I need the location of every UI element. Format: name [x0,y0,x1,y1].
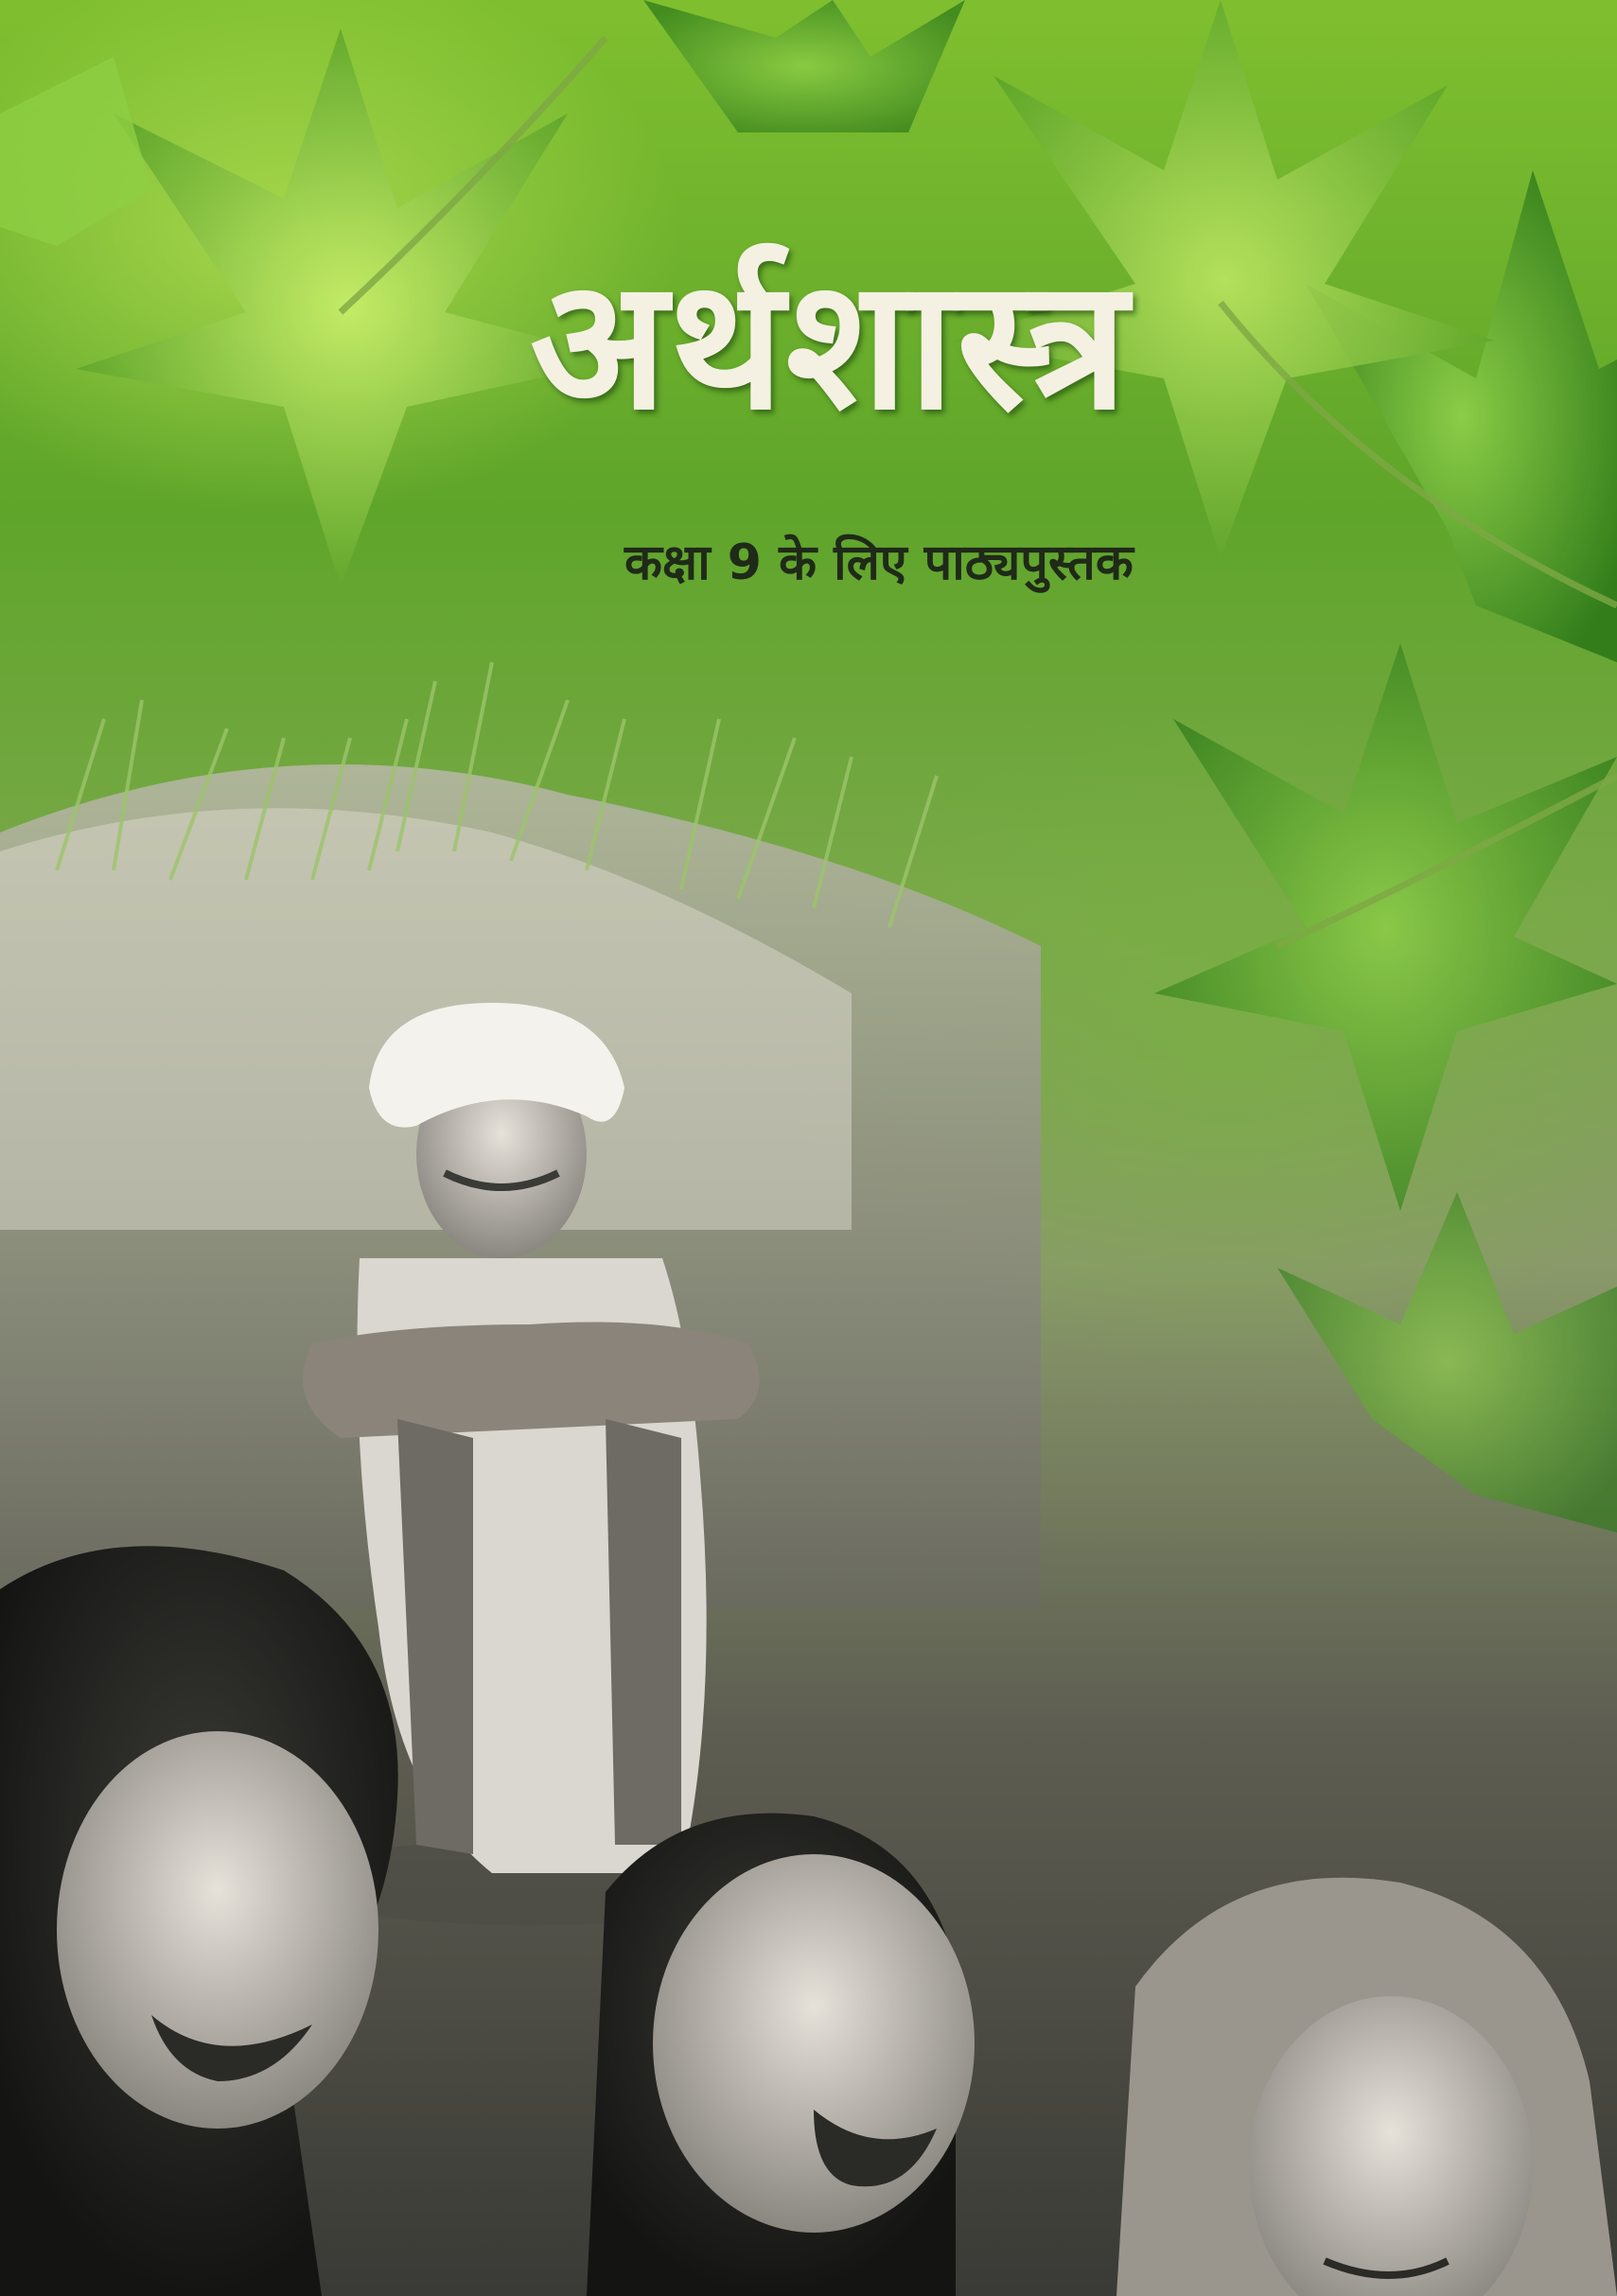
book-title: अर्थशास्त्र [530,240,1130,449]
child-middle [587,1814,975,2296]
book-subtitle: कक्षा 9 के लिए पाठ्यपुस्तक [624,535,1134,591]
child-right [1116,1878,1617,2296]
child-left [0,1546,398,2296]
